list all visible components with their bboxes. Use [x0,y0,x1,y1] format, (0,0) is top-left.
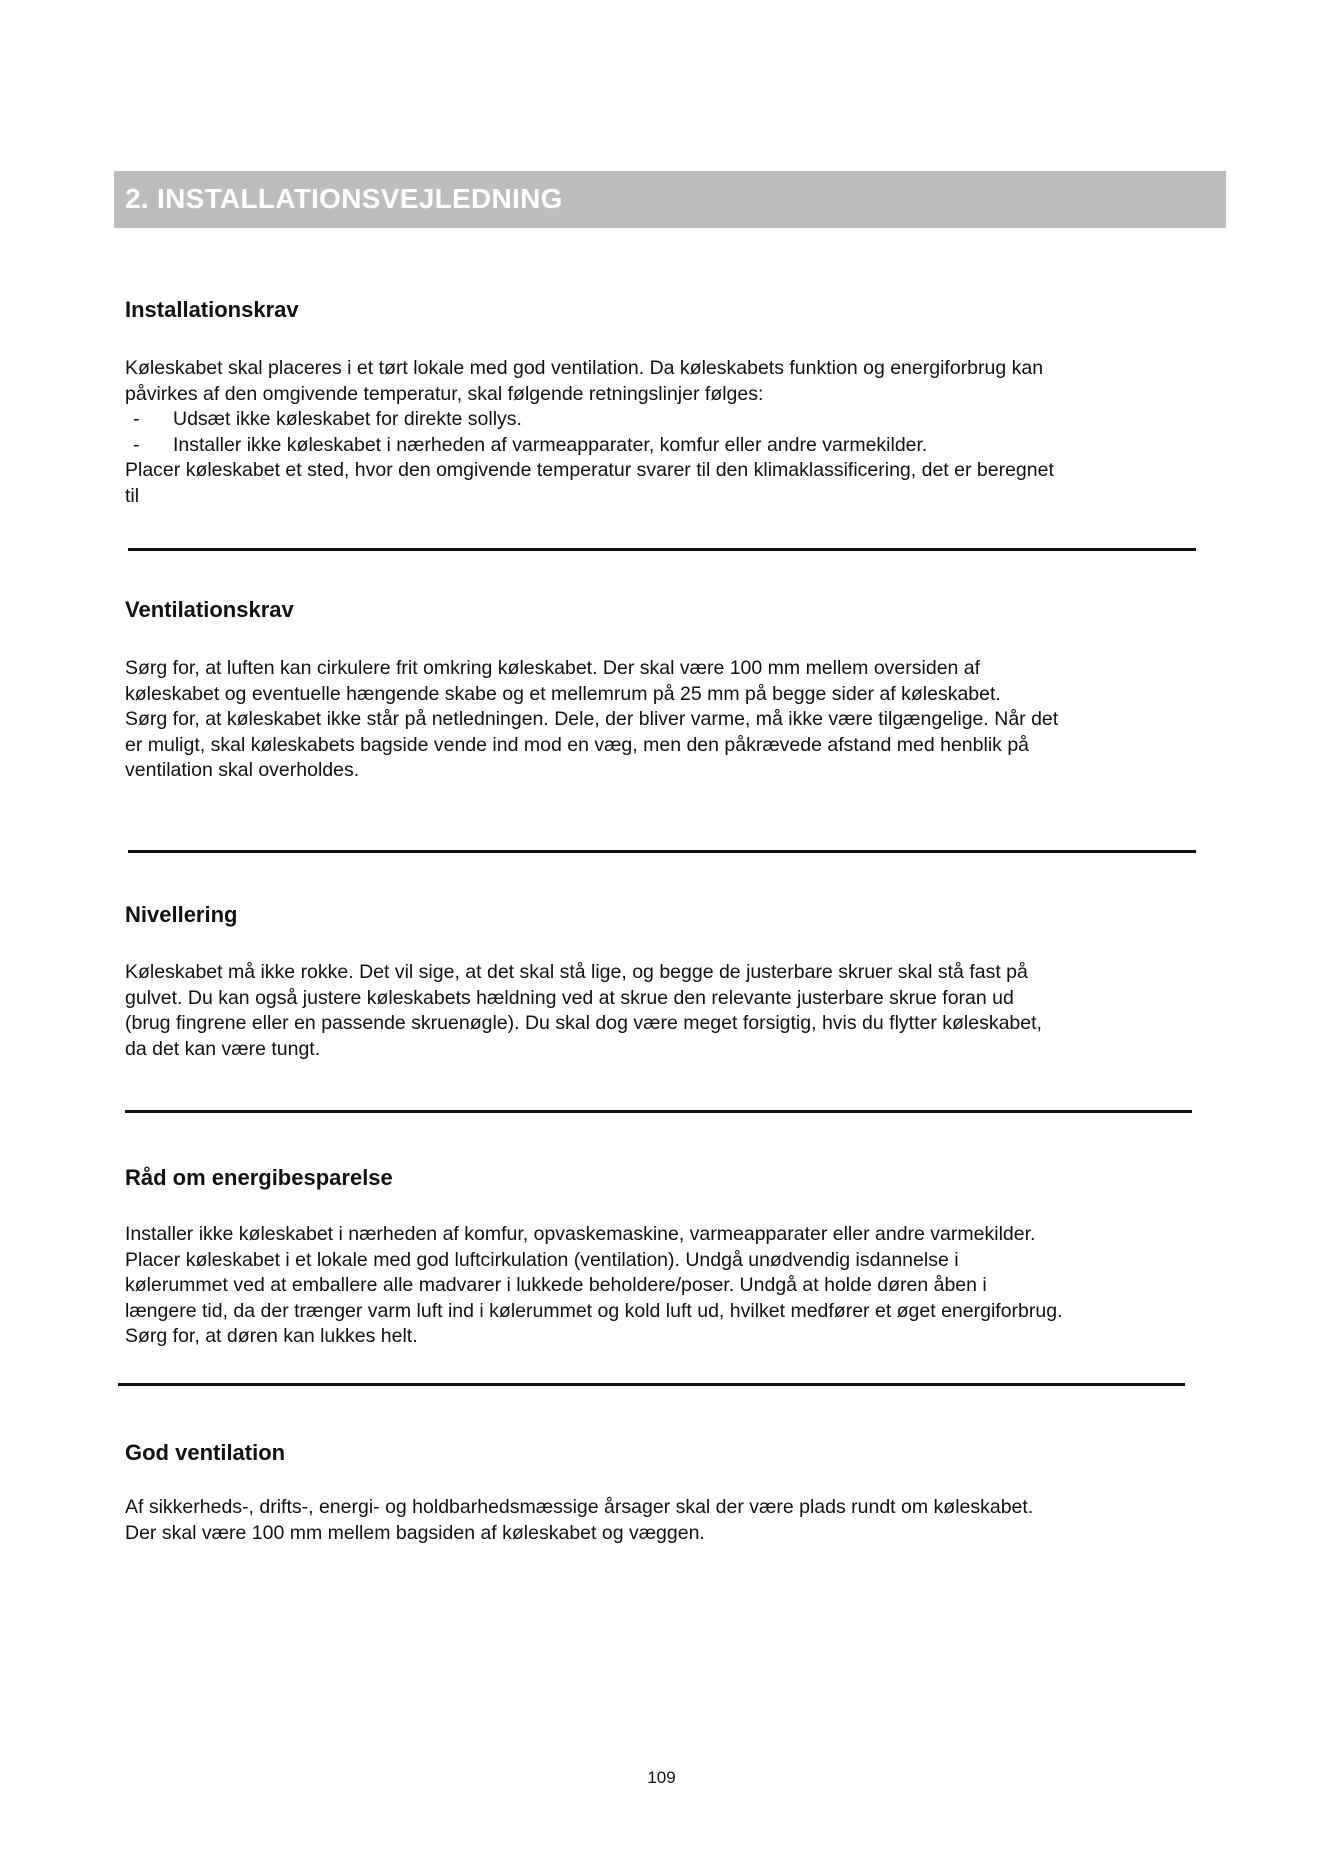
section-body-installationskrav [125,356,1245,509]
text-line: Sørg for, at luften kan cirkulere frit omkring køleskabet. Der skal være 100 mm mellem oversiden af [125,657,981,679]
text-line: Installer ikke køleskabet i nærheden af komfur, opvaskemaskine, varmeapparater eller andre varmekilder. [125,1223,1036,1245]
section-heading-nivellering: Nivellering [125,902,238,927]
chapter-banner [114,171,1226,228]
chapter-title: 2. INSTALLATIONSVEJLEDNING [125,183,563,214]
text-line: kølerummet ved at emballere alle madvarer i lukkede beholdere/poser. Undgå at holde døren åben i [125,1274,987,1296]
text-line: Placer køleskabet et sted, hvor den omgivende temperatur svarer til den klimaklassificering, det er beregnet [125,459,1054,481]
text-line: påvirkes af den omgivende temperatur, skal følgende retningslinjer følges: [125,382,764,405]
bullet-item [125,433,1245,459]
text-line: er muligt, skal køleskabets bagside vende ind mod en væg, men den påkrævede afstand med henblik på [125,733,1030,756]
section-heading-energibesparelse: Råd om energibesparelse [125,1165,393,1190]
text-line: da det kan være tungt. [125,1037,321,1060]
text-line: køleskabet og eventuelle hængende skabe og et mellemrum på 25 mm på begge sider af køleskabet. [125,682,1001,705]
section-divider [128,850,1196,853]
text-line: Sørg for, at døren kan lukkes helt. [125,1325,418,1347]
text-line: Køleskabet må ikke rokke. Det vil sige, at det skal stå lige, og begge de justerbare skruer skal stå fast på [125,961,1028,983]
section-heading-god-ventilation: God ventilation [125,1440,286,1465]
text-line: Af sikkerheds-, drifts-, energi- og holdbarhedsmæssige årsager skal der være plads rundt om køleskabet. [125,1496,1034,1518]
text-line: Sørg for, at køleskabet ikke står på netledningen. Dele, der bliver varme, må ikke være tilgængelige. Når det [125,708,1059,730]
bullet-item [125,407,1245,433]
bullet-text: Installer ikke køleskabet i nærheden af varmeapparater, komfur eller andre varmekilder. [173,433,928,456]
text-line: til [125,484,140,507]
text-line: (brug fingrene eller en passende skruenøgle). Du skal dog være meget forsigtig, hvis du flytter køleskabet, [125,1012,1042,1034]
section-body-energibesparelse [125,1222,1245,1350]
section-body-ventilationskrav [125,656,1245,784]
text-line: Placer køleskabet i et lokale med god luftcirkulation (ventilation). Undgå unødvendig isdannelse i [125,1248,959,1271]
section-body-nivellering [125,960,1245,1062]
section-body-god-ventilation [125,1495,1245,1546]
text-line: ventilation skal overholdes. [125,759,360,781]
bullet-dash: - [133,433,140,456]
section-divider [118,1383,1185,1386]
text-line: Køleskabet skal placeres i et tørt lokale med god ventilation. Da køleskabets funktion og energiforbrug kan [125,357,1044,379]
section-heading-installationskrav: Installationskrav [125,297,299,322]
text-line: Der skal være 100 mm mellem bagsiden af køleskabet og væggen. [125,1521,705,1544]
section-divider [125,1110,1192,1113]
page-number: 109 [647,1768,676,1787]
bullet-text: Udsæt ikke køleskabet for direkte sollys. [173,408,522,430]
text-line: længere tid, da der trænger varm luft ind i kølerummet og kold luft ud, hvilket medfører et øget energiforbrug. [125,1299,1063,1322]
bullet-dash: - [133,408,140,430]
section-heading-ventilationskrav: Ventilationskrav [125,597,294,622]
section-divider [128,548,1196,551]
text-line: gulvet. Du kan også justere køleskabets hældning ved at skrue den relevante justerbare skrue foran ud [125,986,1014,1009]
